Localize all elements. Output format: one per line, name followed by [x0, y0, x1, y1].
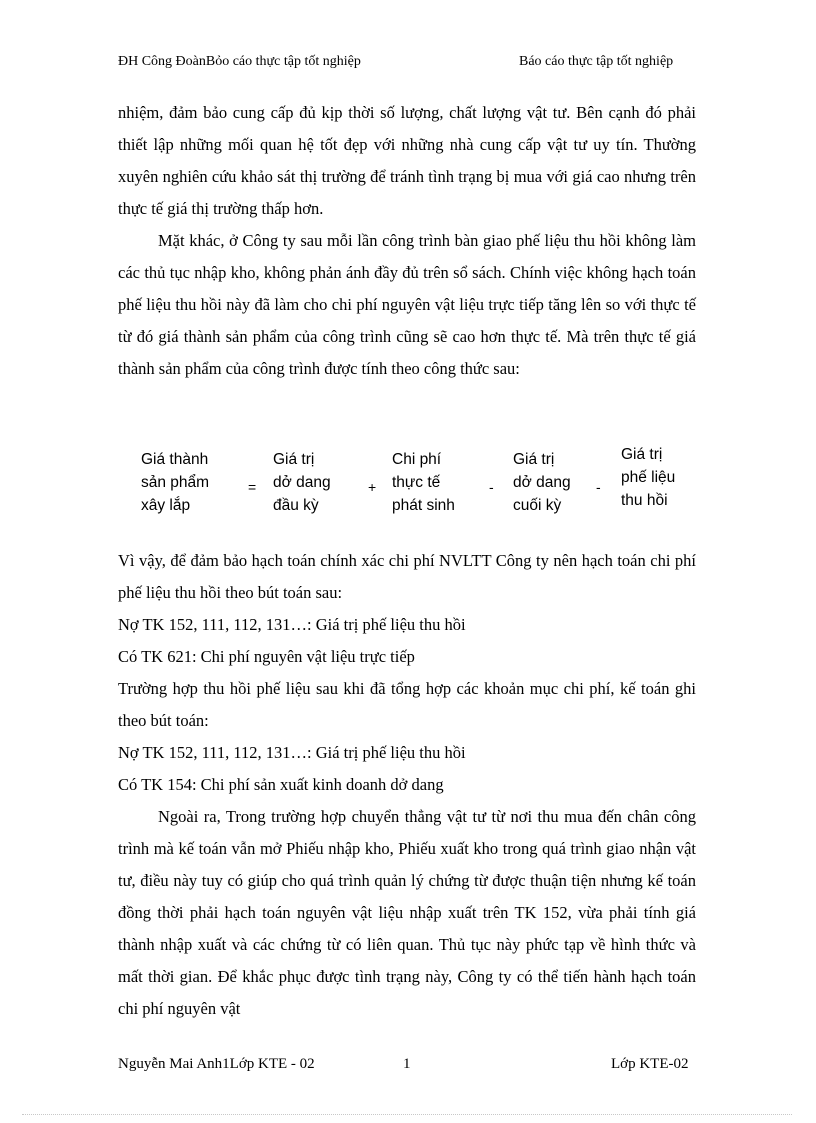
formula-text: cuối kỳ — [513, 497, 562, 514]
formula-text: dở dang — [513, 474, 571, 491]
formula-text: thu hồi — [621, 492, 668, 509]
formula-text: Giá thành — [141, 451, 209, 468]
formula-text: Giá trị — [621, 446, 663, 463]
formula-text: phát sinh — [392, 497, 455, 514]
formula-text: đầu kỳ — [273, 497, 319, 514]
formula-text: Giá trị — [513, 451, 555, 468]
formula-text: sản phẩm — [141, 474, 210, 491]
formula-text: Chi phí — [392, 451, 442, 468]
formula-term-closing-wip — [513, 448, 571, 517]
formula-text: dở dang — [273, 474, 331, 491]
paragraph-4: Trường hợp thu hồi phế liệu sau khi đã tổng hợp các khoản mục chi phí, kế toán ghi theo bút toán: — [118, 679, 696, 730]
footer-left: Nguyễn Mai Anh1Lớp KTE - 02 — [118, 1056, 315, 1072]
formula-term-scrap-value — [621, 443, 675, 512]
page-border — [22, 1114, 792, 1115]
paragraph-5: Ngoài ra, Trong trường hợp chuyển thẳng vật tư từ nơi thu mua đến chân công trình mà kế toán vẫn mở Phiếu nhập kho, Phiếu xuất kho trong quá trình giao nhận vật tư, điều này tuy có giúp cho quá trình quản lý chứng từ được thuận tiện nhưng kế toán đồng thời phải hạch toán nguyên vật liệu nhập xuất trên TK 152, vừa phải tính giá thành nhập xuất và các chứng từ có liên quan. Thủ tục này phức tạp về hình thức và mất thời gian. Để khắc phục được tình trạng này, Công ty có thể tiến hành hạch toán chi phí nguyên vật — [118, 807, 696, 1018]
formula-text: xây lắp — [141, 497, 191, 514]
header-right: Báo cáo thực tập tốt nghiệp — [519, 54, 674, 69]
journal-entry-debit-2: Nợ TK 152, 111, 112, 131…: Giá trị phế liệu thu hồi — [118, 743, 466, 762]
formula-term-opening-wip — [273, 448, 331, 517]
formula-op-minus-2: - — [596, 479, 601, 495]
journal-entry-credit-1: Có TK 621: Chi phí nguyên vật liệu trực tiếp — [118, 647, 415, 666]
paragraph-3: Vì vậy, để đảm bảo hạch toán chính xác chi phí NVLTT Công ty nên hạch toán chi phí phế liệu thu hồi theo bút toán sau: — [118, 551, 696, 602]
formula-term-actual-cost — [392, 448, 455, 517]
page-number: 1 — [403, 1056, 411, 1072]
formula-text: thực tế — [392, 474, 441, 491]
paragraph-2: Mặt khác, ở Công ty sau mỗi lần công trình bàn giao phế liệu thu hồi không làm các thủ tục nhập kho, không phản ánh đầy đủ trên sổ sách. Chính việc không hạch toán phế liệu thu hồi này đã làm cho chi phí nguyên vật liệu trực tiếp tăng lên so với thực tế từ đó giá thành sản phẩm của công trình cũng sẽ cao hơn thực tế. Mà trên thực tế giá thành sản phẩm của công trình được tính theo công thức sau: — [118, 231, 696, 378]
formula-op-plus: + — [368, 479, 377, 495]
formula-text: Giá trị — [273, 451, 315, 468]
footer-right: Lớp KTE-02 — [611, 1056, 689, 1072]
paragraph-1: nhiệm, đảm bảo cung cấp đủ kịp thời số lượng, chất lượng vật tư. Bên cạnh đó phải thiết lập những mối quan hệ tốt đẹp với những nhà cung cấp vật tư uy tín. Thường xuyên nghiên cứu khảo sát thị trường để tránh tình trạng bị mua với giá cao nhưng trên thực tế giá thị trường thấp hơn. — [118, 103, 696, 218]
header-left: ĐH Công ĐoànBỏo cáo thực tập tốt nghiệp — [118, 54, 361, 69]
journal-entry-credit-2: Có TK 154: Chi phí sản xuất kinh doanh dở dang — [118, 775, 444, 794]
journal-entry-debit-1: Nợ TK 152, 111, 112, 131…: Giá trị phế liệu thu hồi — [118, 615, 466, 634]
formula-op-equals: = — [248, 479, 257, 495]
formula-text: phế liệu — [621, 469, 676, 486]
formula-op-minus-1: - — [489, 479, 494, 495]
formula-term-product-cost — [141, 448, 209, 517]
